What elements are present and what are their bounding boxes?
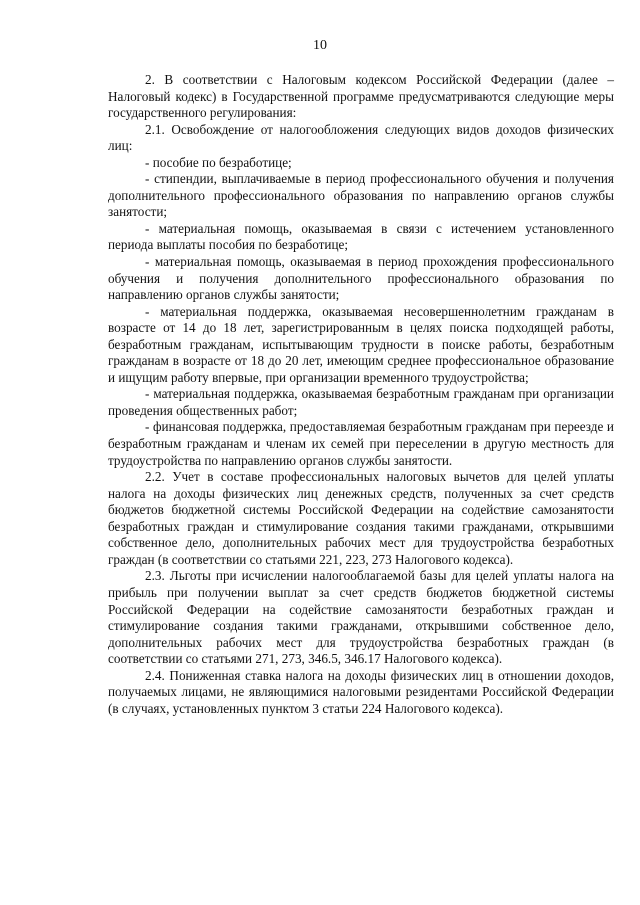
list-item-unemployment-benefit: - пособие по безработице;	[145, 154, 292, 170]
paragraph-2-2: 2.2. Учет в составе профессиональных налоговых вычетов для целей уплаты налога на доходы физических лиц денежных средств, полученных за счет средств бюджетов бюджетной системы Российской Федерации на содействие самозанятости безработных граждан и стимулирование создания такими гражданами, открывшими собственное дело, дополнительных рабочих мест для трудоустройства безработных граждан (в соответствии со статьями 221, 223, 273 Налогового кодекса).	[108, 469, 614, 567]
list-item-material-aid-expiry: - материальная помощь, оказываемая в связи с истечением установленного периода выплаты пособия по безработице;	[108, 220, 614, 253]
paragraph-2-1: 2.1. Освобождение от налогообложения следующих видов доходов физических лиц:	[108, 121, 614, 154]
list-item-stipends: - стипендии, выплачиваемые в период профессионального обучения и получения дополнительного профессионального образования по направлению органов службы занятости;	[108, 171, 614, 220]
paragraph-2-3: 2.3. Льготы при исчислении налогооблагаемой базы для целей уплаты налога на прибыль при получении выплат за счет средств бюджетов бюджетной системы Российской Федерации на содействие самозанятости безработных граждан и стимулирование создания такими гражданами, открывшими собственное дело, дополнительных рабочих мест для трудоустройства безработных граждан (в соответствии со статьями 271, 273, 346.5, 346.17 Налогового кодекса).	[108, 568, 614, 667]
paragraph-2: 2. В соответствии с Налоговым кодексом Российской Федерации (далее – Налоговый кодекс) в Государственной программе предусматриваются следующие меры государственного регулирования:	[108, 72, 614, 121]
list-item-financial-support-relocation: - финансовая поддержка, предоставляемая безработным гражданам при переезде и безработным гражданам и членам их семей при переселении в другую местность для трудоустройства по направлению органов службы занятости.	[108, 419, 614, 468]
list-item-material-aid-training: - материальная помощь, оказываемая в период прохождения профессионального обучения и получения дополнительного профессионального образования по направлению органов службы занятости;	[108, 254, 614, 303]
document-body	[108, 72, 614, 717]
page-number: 10	[313, 38, 327, 53]
paragraph-2-4: 2.4. Пониженная ставка налога на доходы физических лиц в отношении доходов, получаемых лицами, не являющимися налоговыми резидентами Российской Федерации (в случаях, установленных пунктом 3 статьи 224 Налогового кодекса).	[108, 667, 614, 716]
list-item-material-support-temporary: - материальная поддержка, оказываемая несовершеннолетним гражданам в возрасте от 14 до 18 лет, зарегистрированным в целях поиска подходящей работы, безработным гражданам, испытывающим трудности в поиске работы, безработным гражданам в возрасте от 18 до 20 лет, имеющим среднее профессиональное образование и ищущим работу впервые, при организации временного трудоустройства;	[108, 303, 614, 385]
list-item-material-support-public-works: - материальная поддержка, оказываемая безработным гражданам при организации проведения общественных работ;	[108, 386, 614, 418]
